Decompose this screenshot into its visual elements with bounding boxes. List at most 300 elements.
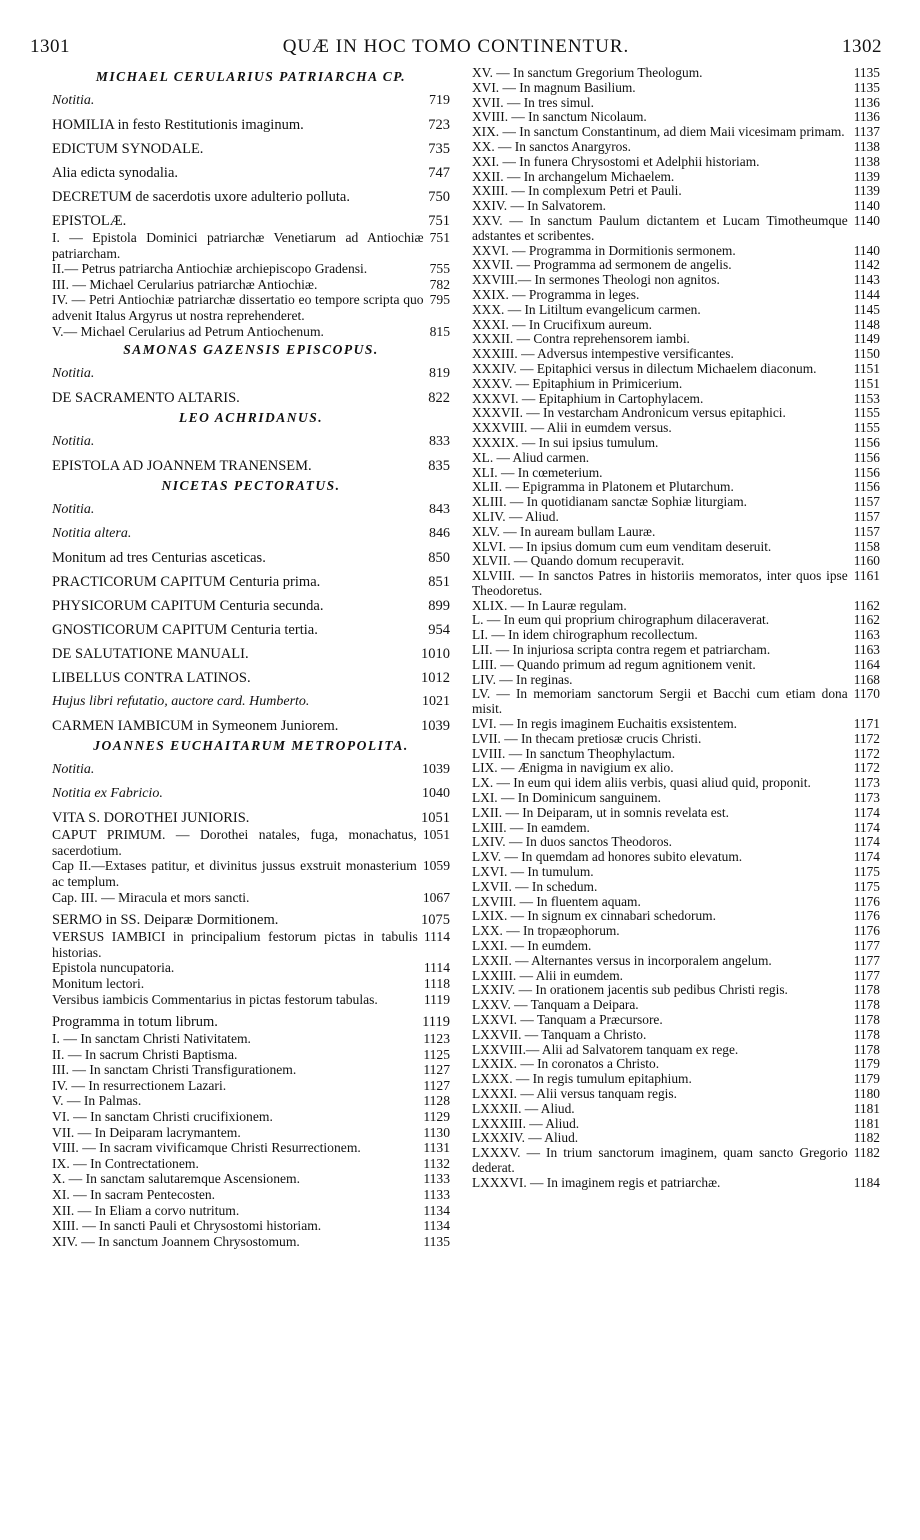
column-number: 1174 — [853, 849, 880, 865]
column-number: 1163 — [853, 642, 880, 658]
toc-entry — [472, 1043, 880, 1058]
toc-entry — [52, 960, 450, 976]
toc-entry — [472, 1131, 880, 1146]
author-heading — [52, 477, 450, 495]
column-number: 1179 — [853, 1056, 880, 1072]
entry-title: XIV. — In sanctum Joannem Chrysostomum. — [52, 1233, 300, 1249]
entry-title: LXXIX. — In coronatos a Christo. — [472, 1056, 660, 1072]
entry-title: XLVI. — In ipsius domum cum eum venditam deseruit. — [472, 538, 772, 554]
notitia-entry — [52, 433, 450, 451]
column-number: 1178 — [853, 1012, 880, 1027]
entry-title: DECRETUM de sacerdotis uxore adulterio polluta. — [52, 189, 350, 205]
entry-title: XXII. — In archangelum Michaelem. — [472, 168, 675, 184]
entry-title: LXXX. — In regis tumulum epitaphium. — [472, 1071, 692, 1087]
entry-title: EPISTOLA AD JOANNEM TRANENSEM. — [52, 458, 312, 475]
entry-title: Notitia ex Fabricio. — [52, 786, 163, 802]
toc-entry — [472, 1013, 880, 1028]
column-number: 1039 — [421, 718, 450, 735]
column-number: 1129 — [423, 1109, 450, 1125]
entry-title: LXXXVI. — In imaginem regis et patriarchæ. — [472, 1174, 721, 1190]
toc-entry — [472, 776, 880, 791]
notitia-entry — [52, 92, 450, 110]
column-number: 1114 — [423, 960, 450, 976]
entry-title: III. — Michael Cerularius patriarchæ Antiochiæ. — [52, 276, 318, 292]
author-heading-text: LEO ACHRIDANUS. — [178, 410, 324, 426]
toc-entry — [52, 1234, 450, 1250]
column-number: 782 — [429, 276, 450, 292]
column-number: 1180 — [853, 1085, 880, 1101]
toc-entry — [472, 924, 880, 939]
toc-entry — [472, 821, 880, 836]
entry-title: IV. — Petri Antiochiæ patriarchæ dissertatio eo tempore scripta quo advenit Italus Argyrus ut nostra reprehenderet. — [52, 292, 424, 323]
notitia-entry — [52, 761, 450, 779]
toc-entry — [52, 1140, 450, 1156]
entry-title: LXVIII. — In fluentem aquam. — [472, 893, 641, 909]
column-number: 1143 — [853, 272, 880, 288]
toc-entry — [472, 673, 880, 688]
entry-title: Programma in totum librum. — [52, 1014, 218, 1031]
entry-title: Notitia. — [52, 762, 95, 778]
entry-title: XXIX. — Programma in leges. — [472, 286, 640, 302]
entry-title: Epistola nuncupatoria. — [52, 960, 175, 976]
column-number: 1170 — [853, 686, 880, 702]
entry-title: LVII. — In thecam pretiosæ crucis Christi. — [472, 730, 702, 746]
notitia-entry — [52, 525, 450, 543]
column-number: 1051 — [421, 810, 450, 827]
main-entry — [52, 621, 450, 639]
column-number: 1130 — [423, 1124, 450, 1140]
entry-title: XXXIV. — Epitaphici versus in dilectum Michaelem diaconum. — [472, 360, 817, 376]
entry-title: VII. — In Deiparam lacrymantem. — [52, 1124, 241, 1140]
main-entry — [52, 164, 450, 182]
entry-title: Monitum lectori. — [52, 975, 145, 991]
column-number: 751 — [429, 230, 450, 245]
column-number: 723 — [428, 117, 450, 133]
toc-entry — [52, 277, 450, 293]
entry-title: LXXXIII. — Aliud. — [472, 1115, 580, 1131]
column-number: 1184 — [853, 1174, 880, 1190]
column-number: 750 — [428, 189, 450, 205]
entry-title: LXXVIII.— Alii ad Salvatorem tanquam ex rege. — [472, 1041, 739, 1057]
toc-entry — [472, 865, 880, 880]
toc-entry — [472, 1087, 880, 1102]
toc-entry — [472, 125, 880, 140]
entry-title: EDICTUM SYNODALE. — [52, 141, 204, 157]
column-number: 1123 — [423, 1031, 450, 1047]
column-number: 1012 — [421, 670, 450, 687]
entry-title: XLI. — In cœmeterium. — [472, 464, 603, 480]
column-number: 843 — [429, 502, 450, 518]
column-number: 1171 — [853, 716, 880, 732]
entry-title: LXIV. — In duos sanctos Theodoros. — [472, 834, 672, 850]
toc-entry — [472, 436, 880, 451]
column-number: 1172 — [853, 730, 880, 746]
main-entry — [52, 669, 450, 687]
entry-title: LXI. — In Dominicum sanguinem. — [472, 790, 661, 806]
entry-title: PHYSICORUM CAPITUM Centuria secunda. — [52, 598, 324, 615]
entry-title: LXXIII. — Alii in eumdem. — [472, 967, 623, 983]
column-number: 1161 — [853, 568, 880, 584]
column-number: 1039 — [422, 762, 450, 778]
column-number: 1176 — [853, 908, 880, 924]
column-number: 1119 — [422, 1014, 450, 1031]
column-number: 1114 — [423, 929, 450, 945]
entry-title: Cap II.—Extases patitur, et divinitus jussus exstruit monasterium ac templum. — [52, 858, 417, 889]
toc-entry — [472, 732, 880, 747]
toc-entry — [52, 230, 450, 261]
toc-entry — [472, 643, 880, 658]
toc-entry — [472, 835, 880, 850]
entry-title: LXXXIV. — Aliud. — [472, 1130, 579, 1146]
entry-title: XVI. — In magnum Basilium. — [472, 79, 636, 95]
toc-entry — [52, 929, 450, 960]
column-number: 1175 — [853, 878, 880, 894]
column-number: 1172 — [853, 760, 880, 776]
entry-title: XV. — In sanctum Gregorium Theologum. — [472, 65, 703, 80]
toc-entry — [472, 110, 880, 125]
entry-title: XXX. — In Litiltum evangelicum carmen. — [472, 301, 701, 317]
left-column — [52, 66, 450, 1249]
entry-title: XXIII. — In complexum Petri et Pauli. — [472, 183, 682, 199]
entry-title: XXXII. — Contra reprehensorem iambi. — [472, 331, 690, 347]
toc-entry — [472, 1102, 880, 1117]
toc-entry — [52, 1078, 450, 1094]
author-heading — [52, 341, 450, 359]
column-number: 1142 — [853, 257, 880, 273]
toc-entry — [472, 540, 880, 555]
toc-entry — [472, 1117, 880, 1132]
entry-title: LXVII. — In schedum. — [472, 878, 598, 894]
toc-entry — [472, 214, 880, 244]
entry-title: II.— Petrus patriarcha Antiochiæ archiepiscopo Gradensi. — [52, 261, 368, 277]
toc-entry — [472, 569, 880, 599]
toc-entry — [472, 747, 880, 762]
main-entry — [52, 717, 450, 735]
entry-title: XLII. — Epigramma in Platonem et Plutarchum. — [472, 479, 734, 495]
main-entry — [52, 573, 450, 591]
column-number: 735 — [428, 141, 450, 157]
column-number: 1149 — [853, 331, 880, 347]
entry-title: IV. — In resurrectionem Lazari. — [52, 1077, 227, 1093]
toc-entry — [52, 1187, 450, 1203]
entry-title: Notitia. — [52, 502, 95, 518]
toc-entry — [472, 480, 880, 495]
author-heading-text: NICETAS PECTORATUS. — [161, 478, 341, 494]
main-entry — [52, 809, 450, 827]
column-number: 1175 — [853, 864, 880, 880]
entry-title: LX. — In eum qui idem aliis verbis, quasi aliud quid, proponit. — [472, 775, 811, 791]
entry-title: HOMILIA in festo Restitutionis imaginum. — [52, 117, 304, 133]
column-number: 1144 — [853, 286, 880, 302]
running-title: QUÆ IN HOC TOMO CONTINENTUR. — [282, 36, 630, 57]
entry-title: XLIV. — Aliud. — [472, 508, 559, 524]
toc-entry — [52, 890, 450, 906]
notitia-entry — [52, 365, 450, 383]
entry-title: Alia edicta synodalia. — [52, 165, 179, 181]
column-number: 1156 — [853, 479, 880, 495]
entry-title: EPISTOLÆ. — [52, 213, 127, 229]
toc-entry — [472, 850, 880, 865]
toc-entry — [52, 1203, 450, 1219]
main-entry — [52, 212, 450, 230]
page-header — [30, 36, 882, 66]
column-number: 1135 — [853, 79, 880, 95]
entry-title: I. — Epistola Dominici patriarchæ Venetiarum ad Antiochiæ patriarcham. — [52, 230, 424, 261]
column-number: 1160 — [853, 553, 880, 569]
toc-entry — [472, 983, 880, 998]
entry-title: XLVIII. — In sanctos Patres in historiis memoratos, inter quos ipse Theodoretus. — [472, 568, 848, 598]
entry-title: L. — In eum qui proprium chirographum dilaceraverat. — [472, 612, 770, 628]
entry-title: LV. — In memoriam sanctorum Sergii et Bacchi cum etiam dona misit. — [472, 686, 848, 717]
column-number: 1138 — [853, 153, 880, 169]
entry-title: LIBELLUS CONTRA LATINOS. — [52, 670, 251, 687]
entry-title: I. — In sanctam Christi Nativitatem. — [52, 1031, 251, 1047]
entry-title: XXXVII. — In vestarcham Andronicum versus epitaphici. — [472, 405, 786, 421]
toc-entry — [52, 261, 450, 277]
entry-title: Cap. III. — Miracula et mors sancti. — [52, 889, 250, 905]
entry-title: Monitum ad tres Centurias asceticas. — [52, 550, 266, 567]
toc-entry — [472, 554, 880, 569]
column-number: 1162 — [853, 612, 880, 628]
column-number: 1163 — [853, 627, 880, 643]
toc-entry — [472, 392, 880, 407]
toc-entry — [472, 628, 880, 643]
entry-title: XXIV. — In Salvatorem. — [472, 198, 607, 214]
column-number: 795 — [429, 292, 450, 308]
entry-title: LII. — In injuriosa scripta contra regem et patriarcham. — [472, 642, 771, 658]
toc-entry — [472, 332, 880, 347]
toc-entry — [472, 954, 880, 969]
column-number: 1174 — [853, 819, 880, 835]
toc-entry — [472, 761, 880, 776]
column-number: 833 — [429, 434, 450, 450]
toc-entry — [472, 613, 880, 628]
toc-entry — [472, 288, 880, 303]
entry-title: XLVII. — Quando domum recuperavit. — [472, 553, 685, 569]
column-number: 1140 — [853, 212, 880, 228]
entry-title: XXI. — In funera Chrysostomi et Adelphii historiam. — [472, 153, 760, 169]
entry-title: LIX. — Ænigma in navigium ex alio. — [472, 760, 674, 776]
column-number: 1182 — [853, 1145, 880, 1161]
column-number: 719 — [429, 93, 450, 108]
entry-title: XLV. — In auream bullam Lauræ. — [472, 523, 656, 539]
column-number: 1139 — [853, 168, 880, 184]
entry-title: LXXXI. — Alii versus tanquam regis. — [472, 1085, 677, 1101]
entry-title: LXXXV. — In trium sanctorum imaginem, quam sancto Gregorio dederat. — [472, 1145, 848, 1175]
entry-title: LXX. — In tropæophorum. — [472, 923, 620, 939]
entry-title: Notitia. — [52, 93, 95, 108]
entry-title: LI. — In idem chirographum recollectum. — [472, 627, 698, 643]
main-entry — [52, 549, 450, 567]
entry-title: XXXVIII. — Alii in eumdem versus. — [472, 420, 672, 436]
column-number: 747 — [428, 165, 450, 181]
main-entry — [52, 116, 450, 134]
toc-entry — [472, 909, 880, 924]
entry-title: Notitia. — [52, 434, 95, 450]
toc-entry — [472, 658, 880, 673]
column-number: 1153 — [853, 390, 880, 406]
entry-title: LXXIV. — In orationem jacentis sub pedibus Christi regis. — [472, 982, 788, 998]
column-number: 1075 — [421, 912, 450, 929]
main-entry — [52, 188, 450, 206]
column-number: 1157 — [853, 523, 880, 539]
main-entry — [52, 597, 450, 615]
entry-title: II. — In sacrum Christi Baptisma. — [52, 1046, 238, 1062]
entry-title: VITA S. DOROTHEI JUNIORIS. — [52, 810, 250, 827]
column-number: 1127 — [423, 1062, 450, 1078]
main-entry — [52, 389, 450, 407]
column-number: 1118 — [423, 975, 450, 991]
left-page-number: 1301 — [30, 36, 70, 57]
entry-title: Versibus iambicis Commentarius in pictas festorum tabulas. — [52, 991, 378, 1007]
notitia-entry — [52, 785, 450, 803]
entry-title: XXV. — In sanctum Paulum dictantem et Lucam Timotheumque adstantes et scribentes. — [472, 212, 848, 243]
column-number: 1176 — [853, 923, 880, 939]
author-heading — [52, 737, 450, 755]
toc-entry — [52, 1171, 450, 1187]
column-number: 1010 — [421, 646, 450, 663]
main-entry — [52, 140, 450, 158]
entry-title: VI. — In sanctam Christi crucifixionem. — [52, 1109, 273, 1125]
column-number: 1158 — [853, 538, 880, 554]
toc-entry — [472, 273, 880, 288]
entry-title: XXXIX. — In sui ipsius tumulum. — [472, 434, 659, 450]
entry-title: XXXIII. — Adversus intempestive versificantes. — [472, 346, 734, 362]
column-number: 1151 — [853, 375, 880, 391]
column-number: 1119 — [423, 991, 450, 1007]
toc-entry — [472, 347, 880, 362]
entry-title: VERSUS IAMBICI in principalium festorum pictas in tabulis historias. — [52, 929, 418, 960]
column-number: 1021 — [422, 694, 450, 710]
toc-entry — [472, 806, 880, 821]
entry-title: X. — In sanctam salutaremque Ascensionem. — [52, 1171, 301, 1187]
entry-title: V.— Michael Cerularius ad Petrum Antiochenum. — [52, 323, 324, 339]
entry-title: LVIII. — In sanctum Theophylactum. — [472, 745, 676, 761]
toc-entry — [52, 292, 450, 323]
column-number: 1162 — [853, 597, 880, 613]
author-heading — [52, 68, 450, 86]
toc-entry — [472, 244, 880, 259]
column-number: 1178 — [853, 1026, 880, 1042]
notitia-entry — [52, 501, 450, 519]
entry-title: CARMEN IAMBICUM in Symeonem Juniorem. — [52, 718, 339, 735]
toc-entry — [472, 1072, 880, 1087]
entry-title: LXXVI. — Tanquam a Præcursore. — [472, 1012, 663, 1027]
notitia-entry — [52, 693, 450, 711]
entry-title: XXVI. — Programma in Dormitionis sermonem. — [472, 242, 736, 258]
toc-entry — [472, 1146, 880, 1176]
entry-title: Hujus libri refutatio, auctore card. Humberto. — [52, 694, 310, 710]
column-number: 1157 — [853, 494, 880, 510]
toc-entry — [52, 1047, 450, 1063]
entry-title: XX. — In sanctos Anargyros. — [472, 138, 631, 154]
toc-entry — [472, 939, 880, 954]
toc-entry — [52, 1093, 450, 1109]
toc-entry — [472, 791, 880, 806]
entry-title: XXVIII.— In sermones Theologi non agnitos. — [472, 272, 720, 288]
column-number: 1134 — [423, 1218, 450, 1234]
toc-entry — [52, 1031, 450, 1047]
column-number: 822 — [428, 390, 450, 407]
toc-entry — [472, 66, 880, 81]
entry-title: XL. — Aliud carmen. — [472, 449, 590, 465]
entry-title: XLIII. — In quotidianam sanctæ Sophiæ liturgiam. — [472, 494, 747, 510]
entry-title: DE SACRAMENTO ALTARIS. — [52, 390, 240, 407]
toc-entry — [472, 895, 880, 910]
entry-title: LXIII. — In eamdem. — [472, 819, 590, 835]
entry-title: GNOSTICORUM CAPITUM Centuria tertia. — [52, 622, 318, 639]
toc-entry — [472, 199, 880, 214]
column-number: 1059 — [422, 858, 450, 874]
column-number: 1172 — [853, 745, 880, 761]
column-number: 1173 — [853, 790, 880, 806]
author-heading-text: JOANNES EUCHAITARUM METROPOLITA. — [93, 738, 409, 754]
column-number: 1128 — [423, 1093, 450, 1109]
column-number: 1156 — [853, 434, 880, 450]
toc-entry — [52, 976, 450, 992]
entry-title: XXXV. — Epitaphium in Primicerium. — [472, 375, 683, 391]
main-entry — [52, 911, 450, 929]
toc-entry — [52, 992, 450, 1008]
toc-entry — [472, 155, 880, 170]
entry-title: SERMO in SS. Deiparæ Dormitionem. — [52, 912, 279, 929]
column-number: 755 — [429, 261, 450, 277]
column-number: 851 — [428, 574, 450, 591]
column-number: 1151 — [853, 360, 880, 376]
column-number: 1136 — [853, 94, 880, 110]
entry-title: IX. — In Contrectationem. — [52, 1155, 199, 1171]
entry-title: XXVII. — Programma ad sermonem de angelis. — [472, 257, 732, 273]
toc-entry — [472, 406, 880, 421]
toc-entry — [472, 81, 880, 96]
column-number: 1127 — [423, 1077, 450, 1093]
entry-title: XIII. — In sancti Pauli et Chrysostomi historiam. — [52, 1218, 322, 1234]
toc-entry — [472, 318, 880, 333]
column-number: 1133 — [423, 1171, 450, 1187]
entry-title: XI. — In sacram Pentecosten. — [52, 1187, 216, 1203]
column-number: 1040 — [422, 786, 450, 802]
toc-entry — [472, 140, 880, 155]
entry-title: Notitia. — [52, 366, 95, 382]
column-number: 1133 — [423, 1187, 450, 1203]
toc-entry — [472, 495, 880, 510]
toc-entry — [472, 525, 880, 540]
column-number: 1135 — [853, 65, 880, 80]
entry-title: LXIX. — In signum ex cinnabari schedorum. — [472, 908, 716, 924]
column-number: 1181 — [853, 1100, 880, 1116]
column-number: 1137 — [853, 124, 880, 140]
entry-title: XVII. — In tres simul. — [472, 94, 594, 110]
author-heading — [52, 409, 450, 427]
column-number: 1155 — [853, 420, 880, 436]
entry-title: LXXXII. — Aliud. — [472, 1100, 575, 1116]
toc-entry — [472, 170, 880, 185]
column-number: 1136 — [853, 109, 880, 125]
entry-title: VIII. — In sacram vivificamque Christi Resurrectionem. — [52, 1140, 361, 1156]
column-number: 1177 — [853, 952, 880, 968]
column-number: 1174 — [853, 834, 880, 850]
column-number: 899 — [428, 598, 450, 615]
column-number: 1168 — [853, 671, 880, 687]
column-number: 1173 — [853, 775, 880, 791]
toc-entry — [472, 687, 880, 717]
column-number: 1174 — [853, 804, 880, 820]
toc-entry — [472, 510, 880, 525]
column-number: 1148 — [853, 316, 880, 332]
column-number: 1140 — [853, 198, 880, 214]
toc-entry — [472, 258, 880, 273]
column-number: 1145 — [853, 301, 880, 317]
